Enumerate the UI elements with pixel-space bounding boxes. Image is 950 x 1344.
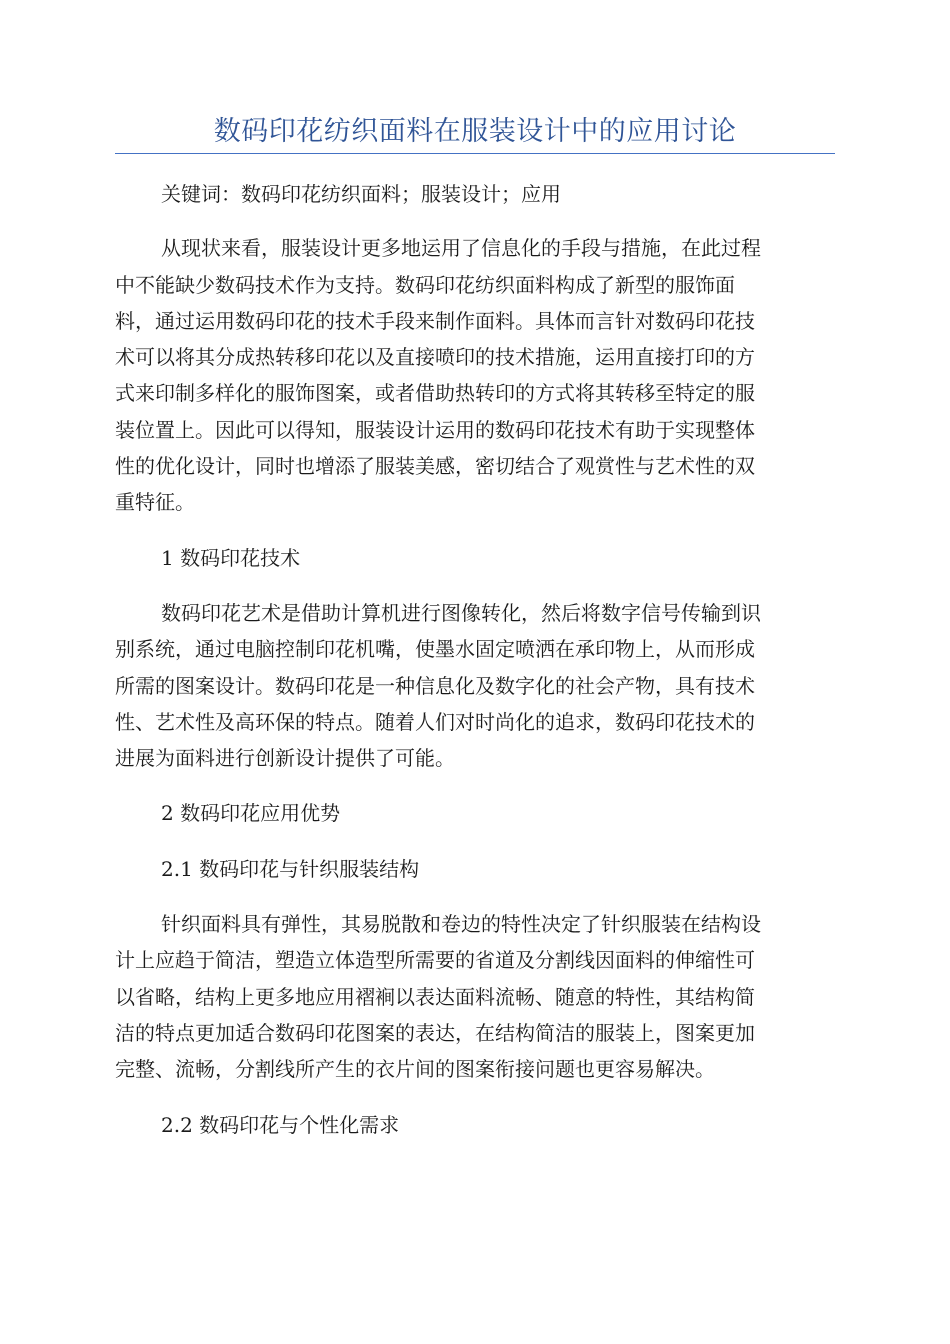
- paragraph-knit-structure: [115, 906, 835, 1087]
- paragraph-digital-printing: [115, 595, 835, 776]
- paragraph-line: 重特征。: [115, 490, 195, 515]
- paragraph-line: 以省略，结构上更多地应用褶裥以表达面料流畅、随意的特性，其结构简: [115, 984, 755, 1009]
- paragraph-line: 进展为面料进行创新设计提供了可能。: [115, 746, 455, 771]
- paragraph-line: 完整、流畅，分割线所产生的衣片间的图案衔接问题也更容易解决。: [115, 1057, 715, 1082]
- paragraph-line: 式来印制多样化的服饰图案，或者借助热转印的方式将其转移至特定的服: [115, 381, 755, 406]
- paragraph-line: 洁的特点更加适合数码印花图案的表达，在结构简洁的服装上，图案更加: [115, 1020, 755, 1045]
- paragraph-line: 料，通过运用数码印花的技术手段来制作面料。具体而言针对数码印花技: [115, 308, 755, 333]
- section-heading-2: 2 数码印花应用优势: [161, 801, 341, 826]
- document-title: 数码印花纺织面料在服装设计中的应用讨论: [213, 116, 737, 147]
- paragraph-line: 数码印花艺术是借助计算机进行图像转化，然后将数字信号传输到识: [161, 600, 761, 625]
- paragraph-line: 所需的图案设计。数码印花是一种信息化及数字化的社会产物，具有技术: [115, 673, 755, 698]
- document-body: [115, 176, 835, 1162]
- keywords-line: 关键词：数码印花纺织面料；服装设计；应用: [161, 182, 561, 206]
- title-underline: [115, 153, 835, 154]
- section-heading-2-1: 2.1 数码印花与针织服装结构: [161, 856, 420, 881]
- paragraph-line: 性、艺术性及高环保的特点。随着人们对时尚化的追求，数码印花技术的: [115, 709, 755, 734]
- paragraph-line: 性的优化设计，同时也增添了服装美感，密切结合了观赏性与艺术性的双: [115, 454, 755, 479]
- paragraph-line: 从现状来看，服装设计更多地运用了信息化的手段与措施，在此过程: [161, 236, 761, 261]
- paragraph-intro: [115, 230, 835, 520]
- paragraph-line: 针织面料具有弹性，其易脱散和卷边的特性决定了针织服装在结构设: [161, 912, 761, 937]
- section-heading-2-2: 2.2 数码印花与个性化需求: [161, 1112, 400, 1137]
- section-heading-1: 1 数码印花技术: [161, 545, 301, 570]
- paragraph-line: 装位置上。因此可以得知，服装设计运用的数码印花技术有助于实现整体: [115, 417, 755, 442]
- paragraph-line: 术可以将其分成热转移印花以及直接喷印的技术措施，运用直接打印的方: [115, 345, 755, 370]
- paragraph-line: 中不能缺少数码技术作为支持。数码印花纺织面料构成了新型的服饰面: [115, 272, 735, 297]
- paragraph-line: 计上应趋于简洁，塑造立体造型所需要的省道及分割线因面料的伸缩性可: [115, 948, 755, 973]
- paragraph-line: 别系统，通过电脑控制印花机嘴，使墨水固定喷洒在承印物上，从而形成: [115, 637, 755, 662]
